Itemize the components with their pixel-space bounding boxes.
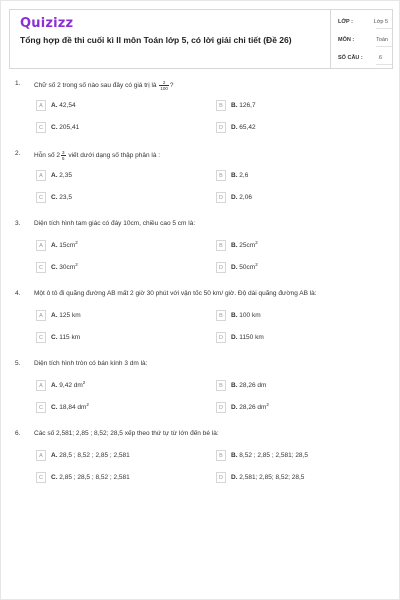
option-text (51, 379, 86, 389)
option-letter-box: B (216, 380, 226, 391)
option-letter-box: B (216, 450, 226, 461)
option-value: 65,42 (237, 124, 256, 131)
class-value: Lớp 5 (373, 19, 388, 25)
meta-subject-row (331, 31, 394, 49)
count-label: SỐ CÂU : (338, 55, 363, 61)
question-text-part: Hỗn số 2 (34, 152, 61, 160)
option-prefix: C. (51, 404, 58, 411)
subject-value: Toán (376, 37, 388, 43)
question-text: Diện tích hình tròn có bán kính 3 dm là: (34, 360, 148, 367)
option-letter-box: B (216, 310, 226, 321)
worksheet-title: Tổng hợp đề thi cuối kì II môn Toán lớp 5, có lời giải chi tiết (Đề 26) (20, 35, 292, 45)
question-number: 5. (15, 360, 21, 367)
option-prefix: D. (231, 264, 238, 271)
option-letter-box: A (36, 100, 46, 111)
question-number: 3. (15, 220, 21, 227)
option-letter-box: C (36, 192, 46, 203)
option-value: 8,52 ; 2,85 ; 2,581; 28,5 (237, 452, 308, 459)
option-value: 2,581; 2,85; 8,52; 28,5 (237, 474, 305, 481)
option-letter-box: A (36, 170, 46, 181)
option-prefix: D. (231, 404, 238, 411)
option-letter-box: C (36, 122, 46, 133)
option-prefix: C. (51, 334, 58, 341)
option-letter-box: C (36, 332, 46, 343)
option-text (231, 194, 252, 201)
option-letter-box: D (216, 122, 226, 133)
option-value: 115 km (57, 334, 81, 341)
option-value: 30cm (57, 264, 76, 271)
option-prefix: D. (231, 334, 238, 341)
question-number: 4. (15, 290, 21, 297)
option-prefix: B. (231, 242, 238, 249)
option-value: 28,26 dm (237, 404, 267, 411)
count-value: 6 (379, 55, 383, 61)
option-text (231, 334, 264, 341)
option-value: 205,41 (57, 124, 80, 131)
question-text-part: Chữ số 2 trong số nào sau đây có giá trị là (34, 82, 159, 90)
question-text: Một ô tô đi quãng đường AB mất 2 giờ 30 phút với vận tốc 50 km/ giờ. Độ dài quãng đường AB là: (34, 290, 317, 297)
option-value: 15cm (57, 242, 76, 249)
option-letter-box: A (36, 310, 46, 321)
question-number: 1. (15, 80, 21, 87)
option-letter-box: B (216, 240, 226, 251)
question-text (34, 80, 173, 91)
option-value: 25cm (237, 242, 256, 249)
subject-underline (376, 46, 392, 47)
question-text (34, 150, 160, 161)
option-prefix: B. (231, 382, 238, 389)
option-superscript: 2 (255, 239, 258, 245)
quizizz-logo[interactable]: Quizizz (20, 16, 74, 31)
option-superscript: 2 (255, 261, 258, 267)
question-number: 6. (15, 430, 21, 437)
option-value: 9,42 dm (57, 382, 83, 389)
option-prefix: C. (51, 474, 58, 481)
option-prefix: D. (231, 124, 238, 131)
option-prefix: C. (51, 194, 58, 201)
option-value: 50cm (237, 264, 256, 271)
option-prefix: B. (231, 102, 238, 109)
class-underline (376, 28, 392, 29)
option-letter-box: D (216, 192, 226, 203)
option-text (231, 239, 258, 249)
subject-label: MÔN : (338, 37, 355, 43)
option-letter-box: D (216, 402, 226, 413)
fraction-numerator: 3 (62, 150, 65, 155)
option-prefix: A. (51, 172, 58, 179)
option-prefix: D. (231, 474, 238, 481)
option-value: 2,6 (237, 172, 249, 179)
option-value: 2,06 (237, 194, 252, 201)
option-prefix: B. (231, 312, 238, 319)
option-text (51, 312, 81, 319)
question-text: Các số 2,581; 2,85 ; 8,52; 28,5 xếp theo thứ tự từ lớn đến bé là: (34, 430, 219, 437)
option-letter-box: C (36, 472, 46, 483)
option-letter-box: A (36, 380, 46, 391)
option-prefix: A. (51, 452, 58, 459)
option-letter-box: B (216, 100, 226, 111)
option-value: 1150 km (237, 334, 264, 341)
option-text (231, 474, 304, 481)
meta-count-row (331, 49, 394, 67)
option-value: 125 km (57, 312, 81, 319)
option-superscript: 2 (266, 401, 269, 407)
option-text (231, 312, 261, 319)
option-text (231, 401, 269, 411)
meta-class-row (331, 13, 394, 31)
option-text (231, 452, 308, 459)
fraction-denominator: 100 (160, 86, 168, 91)
fraction-numerator: 2 (159, 80, 169, 86)
option-letter-box: C (36, 262, 46, 273)
option-text (51, 474, 130, 481)
option-letter-box: D (216, 262, 226, 273)
option-prefix: D. (231, 194, 238, 201)
question-text: Diện tích hình tam giác có đáy 10cm, chiều cao 5 cm là: (34, 220, 196, 227)
worksheet-header (9, 9, 393, 69)
option-text (51, 239, 78, 249)
class-label: LỚP : (338, 19, 353, 25)
option-text (51, 124, 79, 131)
option-prefix: B. (231, 452, 238, 459)
option-superscript: 2 (82, 379, 86, 385)
question-text-part: viết dưới dạng số thập phân là : (66, 152, 161, 160)
fraction (61, 150, 66, 161)
option-text (51, 452, 130, 459)
option-superscript: 2 (75, 239, 78, 245)
option-letter-box: A (36, 450, 46, 461)
fraction (159, 80, 169, 91)
option-value: 126,7 (237, 102, 256, 109)
option-text (231, 172, 248, 179)
count-underline (376, 64, 392, 65)
option-prefix: A. (51, 102, 58, 109)
option-text (231, 102, 256, 109)
question-text-part: ? (169, 82, 174, 90)
option-value: 23,5 (57, 194, 72, 201)
option-value: 2,35 (57, 172, 72, 179)
option-value: 18,84 dm (57, 404, 87, 411)
option-value: 100 km (237, 312, 261, 319)
meta-box (330, 10, 394, 68)
option-text (51, 194, 72, 201)
option-letter-box: C (36, 402, 46, 413)
option-superscript: 2 (75, 261, 78, 267)
option-text (231, 261, 258, 271)
option-value: 28,26 dm (237, 382, 267, 389)
option-value: 2,85 ; 28,5 ; 8,52 ; 2,581 (57, 474, 130, 481)
option-text (51, 102, 76, 109)
option-value: 28,5 ; 8,52 ; 2,85 ; 2,581 (57, 452, 130, 459)
option-prefix: C. (51, 264, 58, 271)
option-prefix: C. (51, 124, 58, 131)
option-text (231, 124, 256, 131)
option-letter-box: D (216, 472, 226, 483)
option-text (51, 401, 89, 411)
option-text (231, 382, 266, 389)
option-prefix: A. (51, 242, 58, 249)
option-letter-box: A (36, 240, 46, 251)
fraction-denominator: 5 (62, 156, 65, 161)
option-prefix: A. (51, 312, 58, 319)
option-prefix: A. (51, 382, 58, 389)
question-number: 2. (15, 150, 21, 157)
option-text (51, 334, 80, 341)
option-text (51, 172, 72, 179)
option-letter-box: D (216, 332, 226, 343)
option-letter-box: B (216, 170, 226, 181)
option-superscript: 2 (86, 401, 89, 407)
option-value: 42,54 (57, 102, 76, 109)
option-prefix: B. (231, 172, 238, 179)
option-text (51, 261, 78, 271)
